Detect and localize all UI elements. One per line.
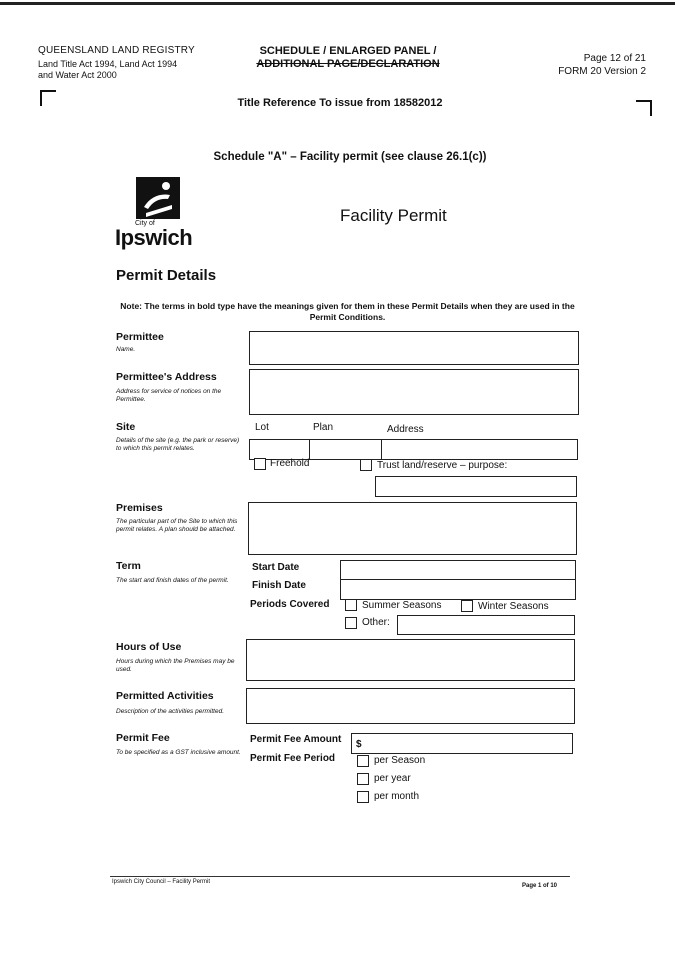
summer-seasons-checkbox[interactable] [345, 599, 357, 611]
registry-name: QUEENSLAND LAND REGISTRY [38, 45, 195, 56]
term-desc: The start and finish dates of the permit. [116, 577, 229, 584]
fee-desc: To be specified as a GST inclusive amount. [116, 749, 241, 756]
per-month-checkbox[interactable] [357, 791, 369, 803]
finish-date-label: Finish Date [252, 580, 306, 591]
form-version: FORM 20 Version 2 [558, 66, 646, 77]
page-info [540, 52, 646, 78]
site-col-lot: Lot [255, 422, 269, 433]
trust-label: Trust land/reserve – purpose: [377, 460, 508, 471]
summer-seasons-label: Summer Seasons [362, 600, 442, 611]
term-label: Term [116, 560, 141, 572]
logo-name: Ipswich [115, 225, 193, 250]
schedule-line-1: SCHEDULE / ENLARGED PANEL / [259, 45, 437, 57]
acts-line-1: Land Title Act 1994, Land Act 1994 [38, 59, 178, 69]
start-date-input[interactable] [340, 560, 576, 581]
freehold-checkbox[interactable] [254, 458, 266, 470]
per-season-label: per Season [374, 755, 426, 766]
per-year-checkbox[interactable] [357, 773, 369, 785]
currency-symbol: $ [356, 739, 362, 750]
schedule-header [232, 45, 464, 71]
periods-covered-label: Periods Covered [250, 599, 330, 610]
footer-rule [110, 876, 570, 877]
permittee-desc: Name. [116, 346, 136, 353]
permittee-input[interactable] [249, 331, 579, 365]
premises-input[interactable] [248, 502, 577, 555]
registry-header [38, 45, 195, 81]
address-desc: Address for service of notices on the Permittee. [116, 388, 222, 403]
section-title: Permit Details [116, 267, 217, 284]
fee-amount-label: Permit Fee Amount [250, 734, 342, 745]
activities-desc: Description of the activities permitted. [116, 708, 225, 715]
other-checkbox[interactable] [345, 617, 357, 629]
winter-seasons-label: Winter Seasons [478, 601, 549, 612]
site-label: Site [116, 421, 136, 433]
per-month-label: per month [374, 791, 420, 802]
premises-label: Premises [116, 502, 163, 514]
hours-desc: Hours during which the Premises may be used. [116, 658, 235, 673]
trust-checkbox[interactable] [360, 459, 372, 471]
site-plan-input[interactable] [309, 439, 383, 460]
start-date-label: Start Date [252, 562, 300, 573]
hours-input[interactable] [246, 639, 575, 681]
winter-seasons-checkbox[interactable] [461, 600, 473, 612]
activities-input[interactable] [246, 688, 575, 724]
hours-label: Hours of Use [116, 641, 182, 653]
logo-city-of: City of [135, 220, 155, 227]
schedule-line-2: ADDITIONAL PAGE/DECLARATION [256, 58, 440, 70]
site-desc: Details of the site (e.g. the park or reserve) to which this permit relates. [116, 437, 240, 452]
form-title: Facility Permit [340, 206, 447, 225]
other-input[interactable] [397, 615, 575, 635]
address-input[interactable] [249, 369, 579, 415]
note-text: Note: The terms in bold type have the meanings given for them in these Permit Details when they are used in the Permit Conditions. [120, 301, 575, 322]
permittee-label: Permittee [116, 331, 164, 343]
site-col-address: Address [387, 424, 424, 435]
per-year-label: per year [374, 773, 411, 784]
acts-line-2: and Water Act 2000 [38, 70, 117, 80]
site-col-plan: Plan [313, 422, 334, 433]
trust-purpose-input[interactable] [375, 476, 577, 497]
site-address-input[interactable] [381, 439, 578, 460]
fee-amount-input[interactable] [351, 733, 573, 754]
top-rule [0, 2, 675, 5]
city-ipswich-logo-icon [136, 177, 180, 219]
freehold-label: Freehold [270, 458, 310, 469]
title-reference: Title Reference To issue from 18582012 [237, 97, 443, 109]
site-lot-input[interactable] [249, 439, 311, 460]
activities-label: Permitted Activities [116, 690, 214, 702]
fee-period-label: Permit Fee Period [250, 753, 336, 764]
schedule-title: Schedule "A" – Facility permit (see clause 26.1(c)) [213, 151, 487, 163]
premises-desc: The particular part of the Site to which this permit relates. A plan should be attached. [116, 518, 238, 533]
per-season-checkbox[interactable] [357, 755, 369, 767]
footer-left: Ipswich City Council – Facility Permit [112, 879, 211, 885]
finish-date-input[interactable] [340, 579, 576, 600]
page-number: Page 12 of 21 [583, 53, 646, 64]
footer-page: Page 1 of 10 [522, 883, 558, 889]
fee-label: Permit Fee [116, 732, 170, 744]
address-label: Permittee's Address [116, 371, 217, 383]
other-label: Other: [362, 617, 390, 628]
corner-bracket-left [40, 90, 56, 106]
corner-bracket-right [636, 100, 652, 116]
